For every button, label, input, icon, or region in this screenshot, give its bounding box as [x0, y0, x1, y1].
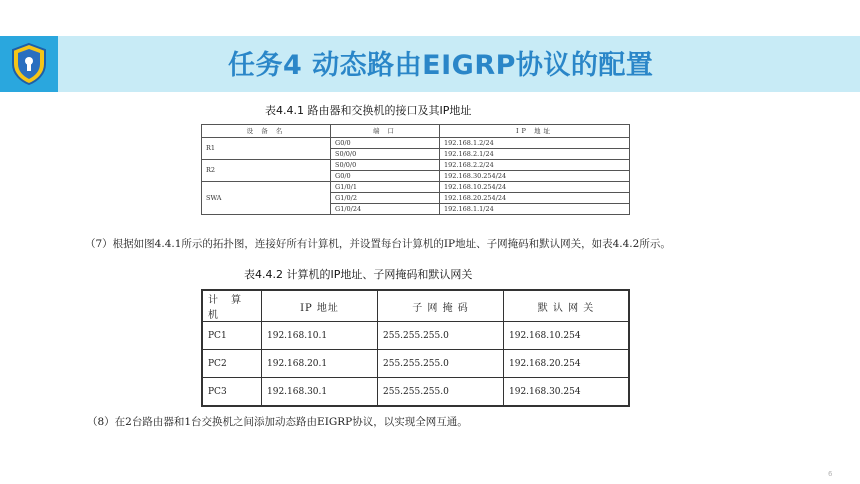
table1-port: S0/0/0 — [331, 160, 440, 171]
table1-device: SWA — [202, 182, 331, 215]
table2-header-gateway: 默 认 网 关 — [504, 290, 630, 322]
table1-port: G0/0 — [331, 171, 440, 182]
table1-port: G1/0/2 — [331, 193, 440, 204]
table2-gateway: 192.168.30.254 — [504, 378, 630, 407]
table2-ip: 192.168.30.1 — [262, 378, 378, 407]
table1-ip: 192.168.2.2/24 — [440, 160, 630, 171]
table2-ip: 192.168.10.1 — [262, 322, 378, 350]
table1-ip: 192.168.1.1/24 — [440, 204, 630, 215]
table2-pc: PC3 — [202, 378, 262, 407]
step-8-text: （8）在2台路由器和1台交换机之间添加动态路由EIGRP协议，以实现全网互通。 — [87, 416, 468, 428]
table1-port: G1/0/1 — [331, 182, 440, 193]
table2-ip: 192.168.20.1 — [262, 350, 378, 378]
page-title: 任务4 动态路由EIGRP协议的配置 — [228, 50, 654, 81]
table1-header-port: 端 口 — [331, 125, 440, 138]
table-row — [202, 160, 630, 171]
interface-table — [201, 124, 630, 215]
table2-header-ip: IP 地址 — [262, 290, 378, 322]
table1-ip: 192.168.2.1/24 — [440, 149, 630, 160]
table-row — [202, 378, 629, 407]
table-row — [202, 350, 629, 378]
table2-gateway: 192.168.10.254 — [504, 322, 630, 350]
table1-ip: 192.168.10.254/24 — [440, 182, 630, 193]
table1-caption: 表4.4.1 路由器和交换机的接口及其IP地址 — [265, 104, 472, 117]
table1-ip: 192.168.1.2/24 — [440, 138, 630, 149]
table1-header-device: 设 备 名 — [202, 125, 331, 138]
table1-port: S0/0/0 — [331, 149, 440, 160]
table2-caption: 表4.4.2 计算机的IP地址、子网掩码和默认网关 — [244, 268, 473, 281]
table1-port: G0/0 — [331, 138, 440, 149]
table1-device: R2 — [202, 160, 331, 182]
table2-mask: 255.255.255.0 — [378, 378, 504, 407]
table2-header-mask: 子 网 掩 码 — [378, 290, 504, 322]
page-number: 6 — [828, 470, 833, 478]
table2-pc: PC1 — [202, 322, 262, 350]
step-7-text: （7）根据如图4.4.1所示的拓扑图，连接好所有计算机，并设置每台计算机的IP地址、子网掩码和默认网关，如表4.4.2所示。 — [85, 238, 671, 250]
table2-gateway: 192.168.20.254 — [504, 350, 630, 378]
pc-address-table — [201, 289, 630, 407]
table-row — [202, 138, 630, 149]
logo — [0, 36, 58, 92]
table1-device: R1 — [202, 138, 331, 160]
table2-mask: 255.255.255.0 — [378, 322, 504, 350]
table-row — [202, 322, 629, 350]
table1-ip: 192.168.20.254/24 — [440, 193, 630, 204]
shield-keyhole-icon — [9, 42, 49, 86]
table2-mask: 255.255.255.0 — [378, 350, 504, 378]
table1-port: G1/0/24 — [331, 204, 440, 215]
table2-pc: PC2 — [202, 350, 262, 378]
table2-header-pc: 计 算 机 — [202, 290, 262, 322]
table-row — [202, 182, 630, 193]
table1-ip: 192.168.30.254/24 — [440, 171, 630, 182]
table1-header-ip: IP 地址 — [440, 125, 630, 138]
